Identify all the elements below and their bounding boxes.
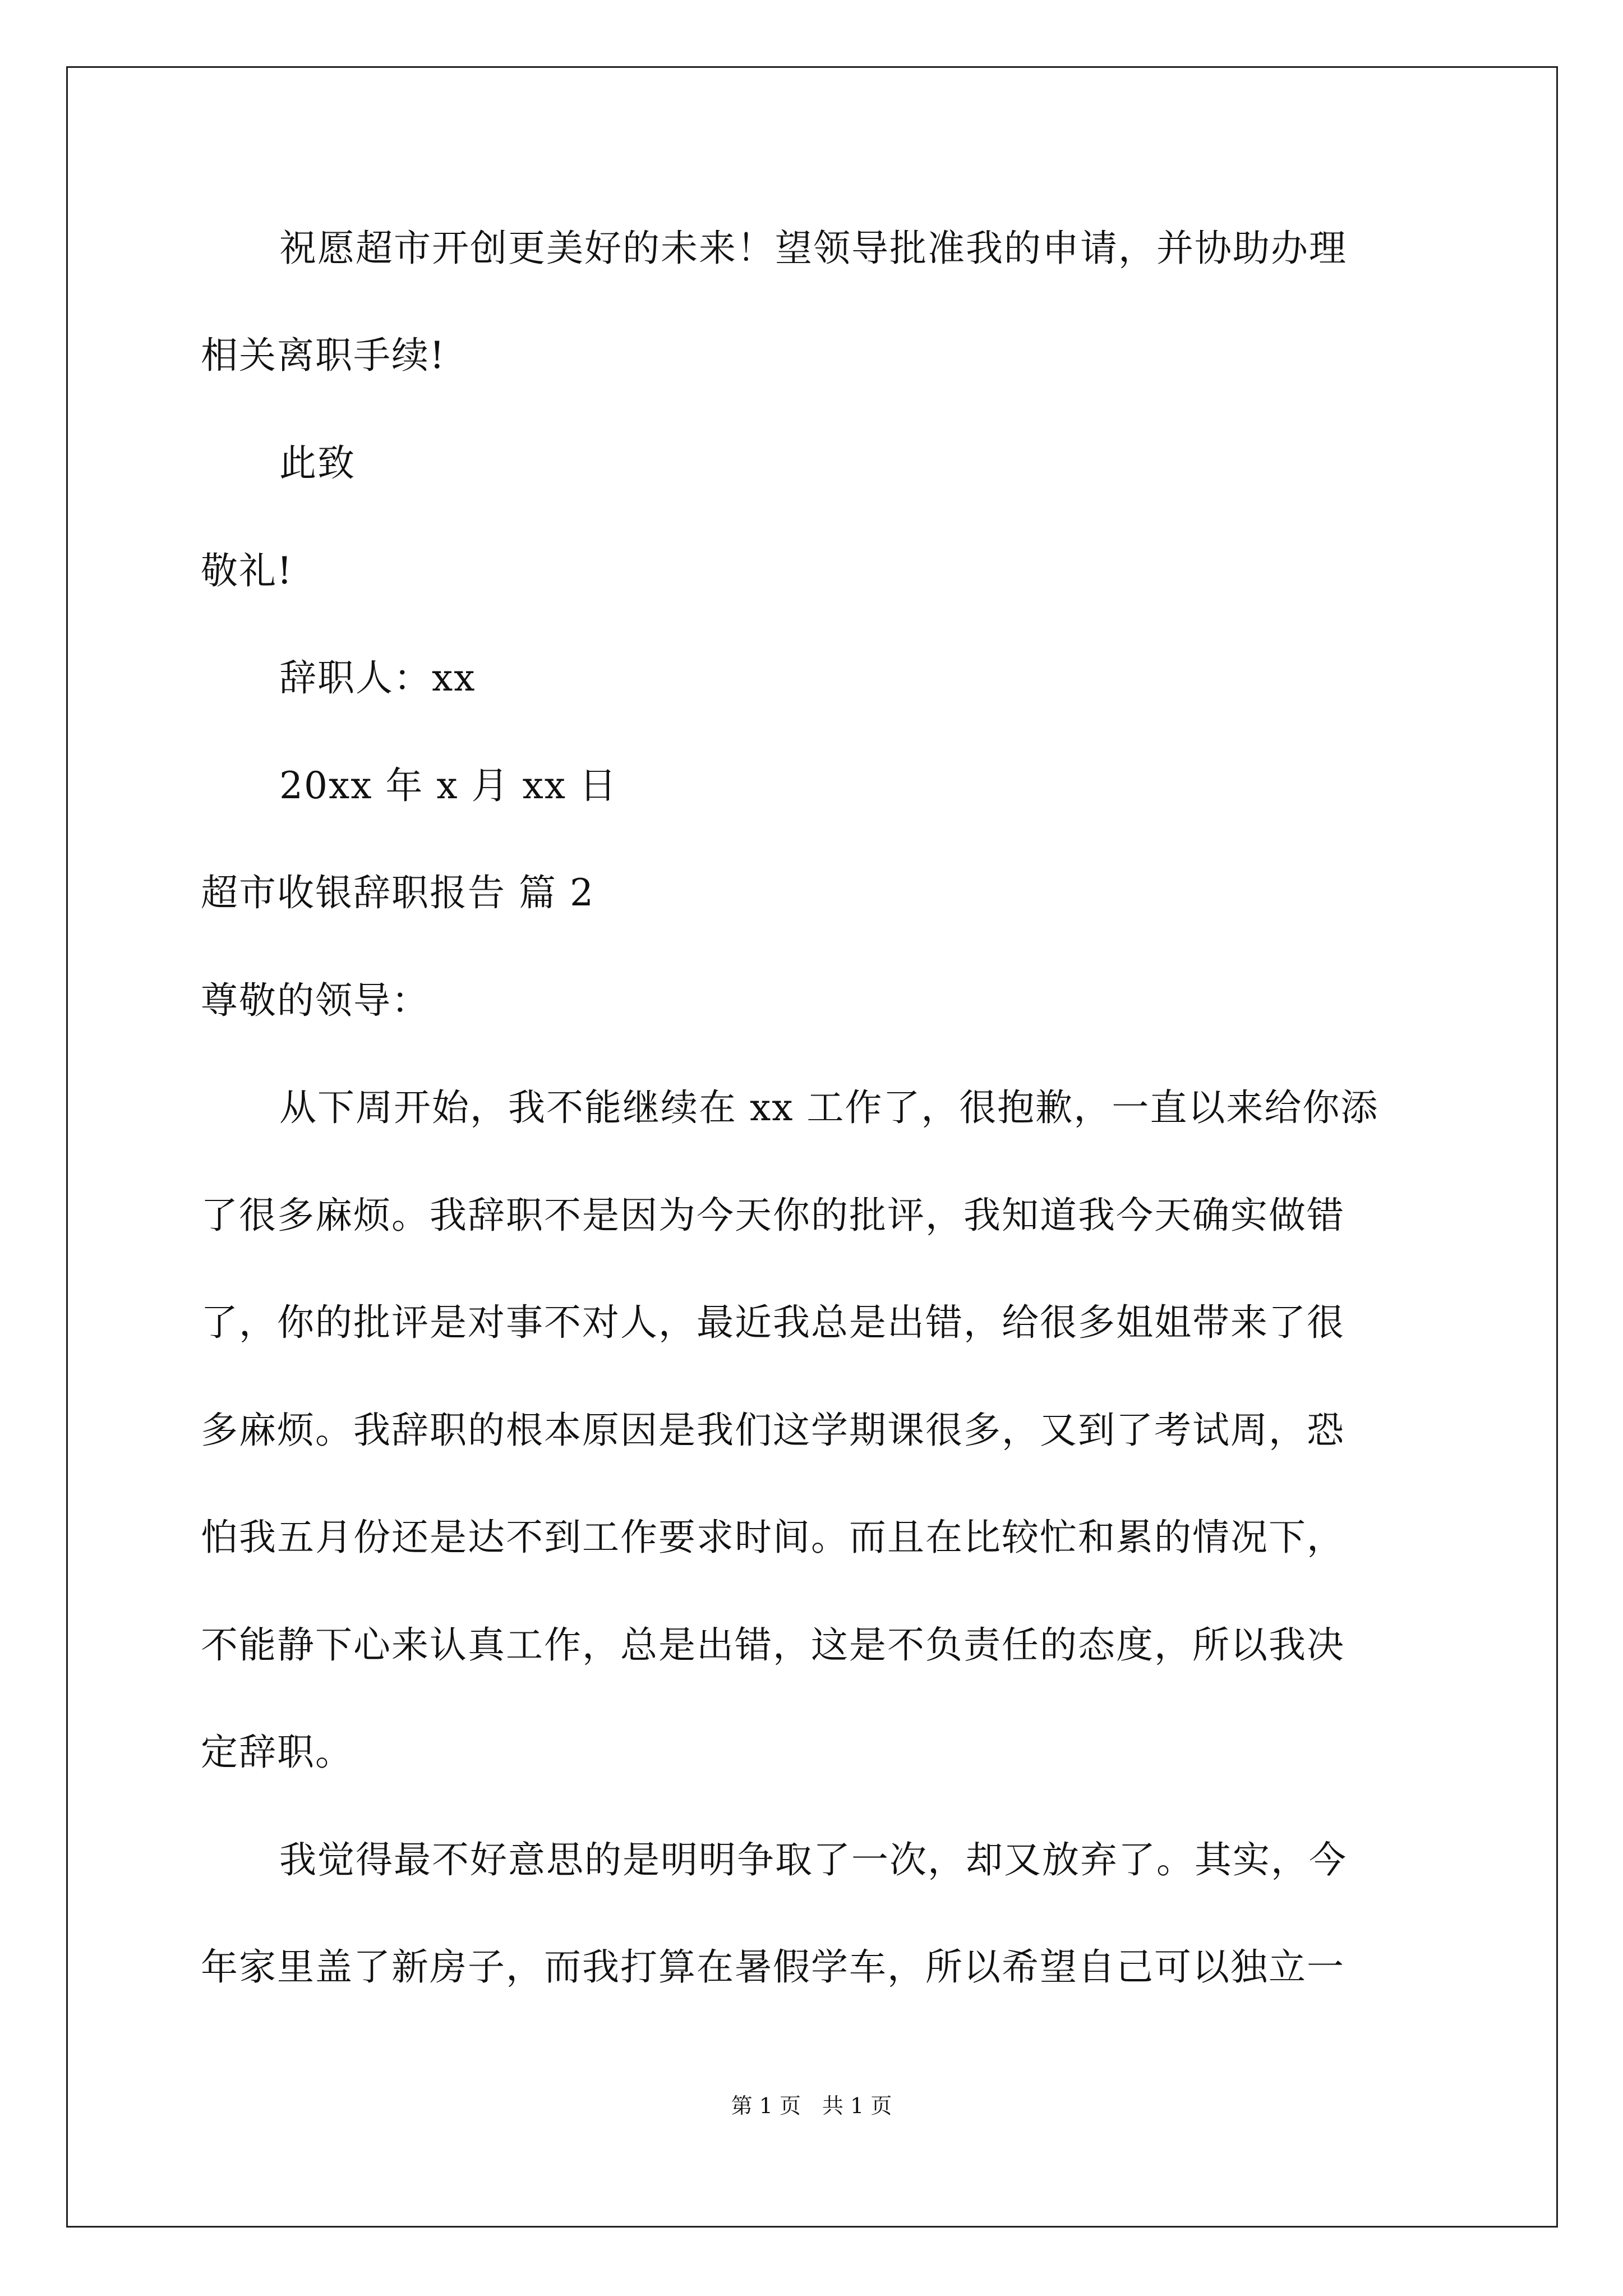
paragraph-line: 定辞职。	[201, 1731, 353, 1774]
page-border	[66, 66, 1558, 2228]
paragraph-line: 了，你的批评是对事不对人，最近我总是出错，给很多姐姐带来了很	[201, 1301, 1345, 1344]
greeting: 尊敬的领导：	[201, 979, 430, 1022]
paragraph-line: 相关离职手续!	[201, 334, 446, 377]
paragraph-line: 从下周开始，我不能继续在 xx 工作了，很抱歉，一直以来给你添	[279, 1086, 1379, 1129]
paragraph-line: 年家里盖了新房子，而我打算在暑假学车，所以希望自己可以独立一	[201, 1945, 1345, 1989]
signature-name: 辞职人：xx	[279, 656, 476, 700]
paragraph-line: 不能静下心来认真工作，总是出错，这是不负责任的态度，所以我决	[201, 1623, 1345, 1667]
closing-regards: 敬礼!	[201, 549, 293, 592]
paragraph-line: 我觉得最不好意思的是明明争取了一次，却又放弃了。其实，今	[279, 1838, 1347, 1881]
paragraph-line: 祝愿超市开创更美好的未来！望领导批准我的申请，并协助办理	[279, 227, 1347, 270]
signature-date: 20xx 年 x 月 xx 日	[279, 764, 617, 807]
section-heading: 超市收银辞职报告 篇 2	[201, 871, 594, 914]
paragraph-line: 怕我五月份还是达不到工作要求时间。而且在比较忙和累的情况下，	[201, 1516, 1345, 1559]
closing-salutation: 此致	[279, 441, 356, 485]
page-footer: 第 1 页 共 1 页	[731, 2093, 892, 2118]
paragraph-line: 了很多麻烦。我辞职不是因为今天你的批评，我知道我今天确实做错	[201, 1194, 1345, 1237]
paragraph-line: 多麻烦。我辞职的根本原因是我们这学期课很多，又到了考试周，恐	[201, 1409, 1345, 1452]
